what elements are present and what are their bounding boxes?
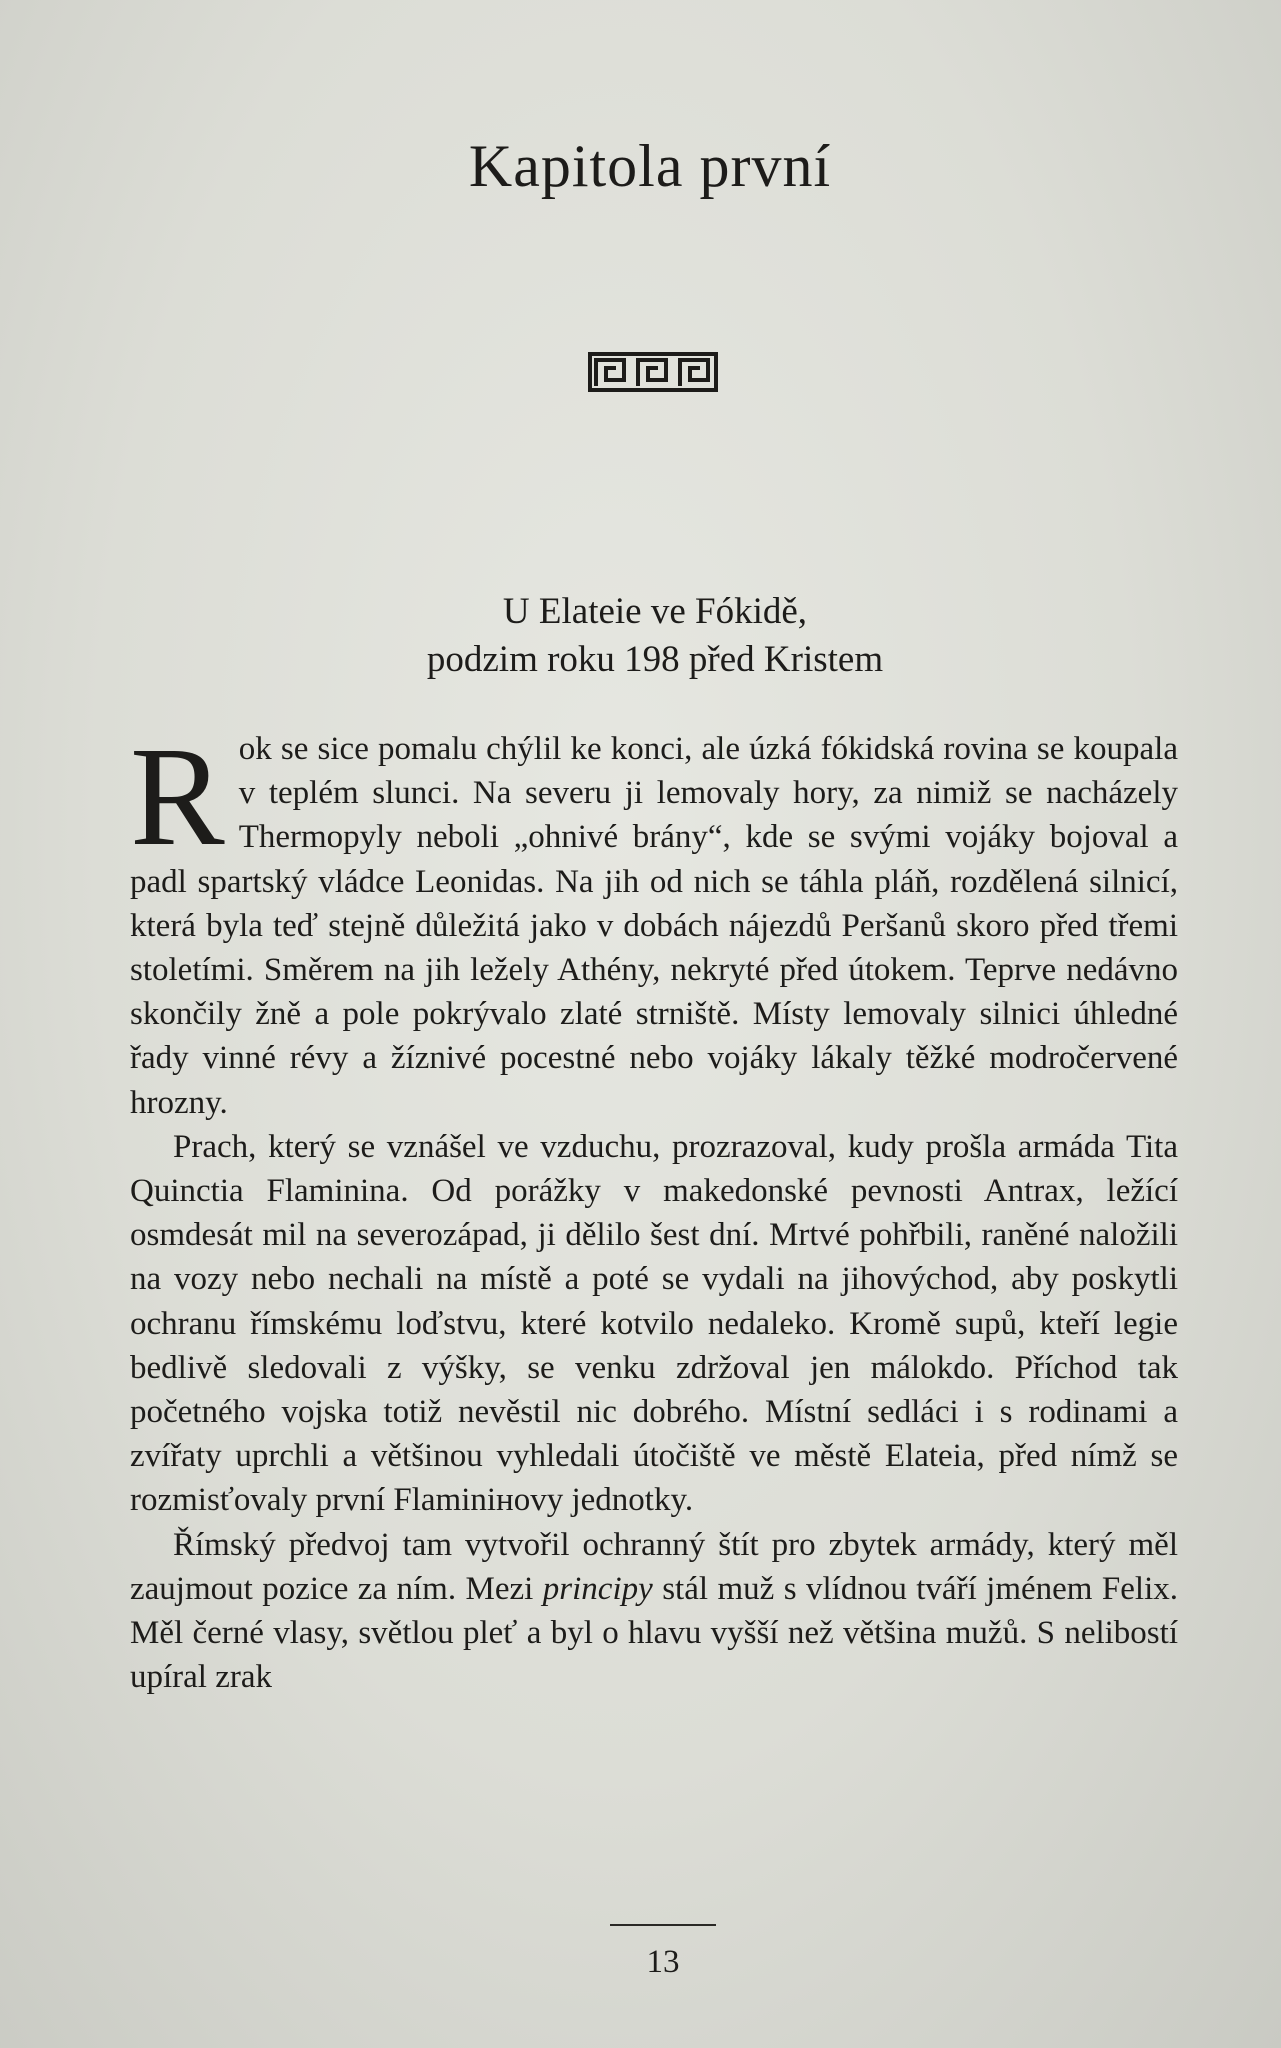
greek-key-ornament-icon [588, 352, 718, 392]
chapter-subtitle [0, 588, 1281, 684]
paragraph-text: stál muž s vlídnou tváří jménem Felix. Měl černé vlasy, světlou pleť a byl o hlavu vyšší než většina mužů. S nelibostí upíral zrak [130, 1570, 1178, 1696]
drop-cap: R [130, 717, 225, 875]
paragraph-text: Prach, který se vznášel ve vzduchu, prozrazoval, kudy prošla armáda Tita Quinctia Flaminina. Od porážky v makedonské pevnosti Antrax, ležící osmdesát mil na severozápad, ji dělilo šest dní. Mrtvé pohřbili, raněné naložili na vozy nebo nechali na místě a poté se vydali na jihovýchod, aby poskytli ochranu římskému loďstvu, které kotvilo nedaleko. Kromě supů, kteří legie bedlivě sledovali z výšky, se venku zdržoval jen málokdo. Příchod tak početného vojska totiž nevěstil nic dobrého. Místní sedláci i s rodinami a zvířaty uprchli a většinou vyhledali útočiště ve městě Elateia, před nímž se rozmisťovaly první Flaminінovy jednotky. [130, 1128, 1178, 1519]
footer-rule [610, 1924, 716, 1926]
subtitle-place: U Elateie ve Fókidě, [502, 591, 808, 632]
subtitle-date: podzim roku 198 před Kristem [426, 639, 884, 680]
chapter-body [130, 717, 1178, 1699]
paragraph [130, 717, 1178, 1125]
paragraph-text: Římský předvoj tam vytvořil ochranný štít pro zbytek armády, který měl zaujmout pozice za ním. Mezi [130, 1526, 1178, 1607]
paragraph [130, 1523, 1178, 1700]
paragraph-text: ok se sice pomalu chýlil ke konci, ale úzká fókidská rovina se koupala v teplém slunci. Na severu ji lemovaly hory, za nimiž se nacházely Thermopyly neboli „ohnivé brány“, kde se svými vojáky bojoval a padl spartský vládce Leonidas. Na jih od nich se táhla pláň, rozdělená silnicí, která byla teď stejně důležitá jako v dobách nájezdů Peršanů skoro před třemi stoletími. Směrem na jih ležely Athény, nekryté před útokem. Teprve nedávno skončily žně a pole pokrývalo zlaté strniště. Místy lemovaly silnici úhledné řady vinné révy a žíznivé pocestné nebo vojáky lákaly těžké modročervené hrozny. [130, 731, 1178, 1121]
page-number: 13 [646, 1944, 680, 1980]
chapter-title: Kapitola první [468, 133, 832, 200]
paragraph [130, 1125, 1178, 1523]
italic-term: principy [542, 1570, 653, 1607]
